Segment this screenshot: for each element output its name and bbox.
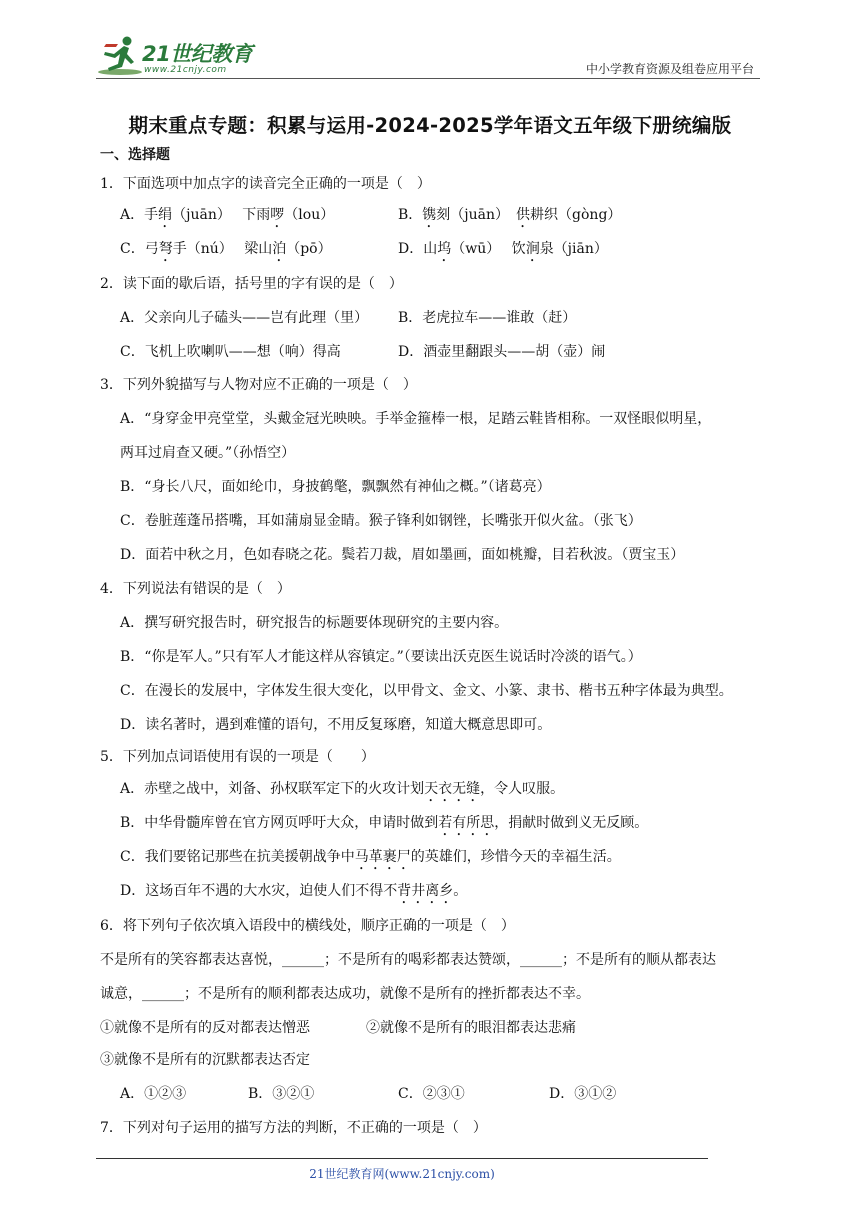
q4-option-d[interactable]: D．读名著时，遇到难懂的语句，不用反复琢磨，知道大概意思即可。 [120,717,552,733]
q5c-post: 的英雄们，珍惜今天的幸福生活。 [410,849,621,865]
q3-option-a-cont: 两耳过肩查又硬。”（孙悟空） [120,445,296,461]
page-header [96,34,760,78]
q5d-post: 。 [453,883,468,899]
q2-option-b[interactable]: B．老虎拉车——谁敢（赶） [398,310,577,326]
q1d-seg2: （wū） 饮 [451,241,526,257]
q1d-dotted-char: 坞 [437,241,452,257]
q3-option-a[interactable]: A．“身穿金甲亮堂堂，头戴金冠光映映。手举金箍棒一根，足踏云鞋皆相称。一双怪眼似明星， [120,411,712,427]
q1a-seg2: （juān） 下雨 [172,207,271,223]
q4-option-b[interactable]: B．“你是军人。”只有军人才能这样从容镇定。”（要读出沃克医生说话时冷淡的语气。） [120,649,642,665]
q6-passage-line-2: 诚意，______；不是所有的顺利都表达成功，就像不是所有的挫折都表达不幸。 [100,986,590,1002]
q6-sentence-3: ③就像不是所有的沉默都表达否定 [100,1052,310,1068]
page-title: 期末重点专题：积累与运用-2024-2025学年语文五年级下册统编版 [128,114,732,137]
q5d-dotted-term: 背井离乡 [397,883,454,899]
q4-option-c[interactable]: C．在漫长的发展中，字体发生很大变化，以甲骨文、金文、小篆、隶书、楷书五种字体最为典型。 [120,683,733,699]
q6-sentence-1: ①就像不是所有的反对都表达憎恶 [100,1020,310,1036]
q1b-dotted-char-2: 供 [516,207,531,223]
q6-option-c[interactable]: C．②③① [398,1086,465,1102]
q1b-seg2: 刻（juān） [436,207,517,223]
q3-option-d[interactable]: D．面若中秋之月，色如春晓之花。鬓若刀裁，眉如墨画，面如桃瓣，目若秋波。（贾宝玉） [120,547,685,563]
q5-option-a[interactable] [120,779,564,805]
q5c-pre: C．我们要铭记那些在抗美援朝战争中 [120,849,355,865]
header-divider [96,78,760,79]
q1a-dotted-char-2: 啰 [270,207,285,223]
q3-option-b[interactable]: B．“身长八尺，面如纶巾，身披鹤氅，飘飘然有神仙之概。”（诸葛亮） [120,479,551,495]
footer-divider [96,1158,708,1159]
q5d-pre: D．这场百年不遇的大水灾，迫使人们不得不 [120,883,398,899]
q1b-seg4: 耕织（gòng） [530,207,622,223]
q6-option-b[interactable]: B．③②① [248,1086,315,1102]
q5b-post: ，捐献时做到义无反顾。 [494,815,649,831]
q6-option-d[interactable]: D．③①② [549,1086,617,1102]
q1-option-a[interactable] [120,205,334,231]
q4-option-a[interactable]: A．撰写研究报告时，研究报告的标题要体现研究的主要内容。 [120,615,509,631]
question-3-stem: 3．下列外貌描写与人物对应不正确的一项是（ ） [100,377,417,393]
q1c-dotted-char: 弩 [158,241,173,257]
q1c-seg0: C．弓 [120,241,159,257]
q5-option-b[interactable] [120,813,648,839]
q1d-seg0: D．山 [398,241,438,257]
logo-url: www.21cnjy.com [144,65,227,75]
section-heading: 一、选择题 [100,147,170,163]
q6-sentence-2: ②就像不是所有的眼泪都表达悲痛 [366,1020,576,1036]
q5c-dotted-term: 马革裹尸 [354,849,411,865]
q6-option-a[interactable]: A．①②③ [120,1086,187,1102]
q1a-seg4: （lou） [284,207,335,223]
q1d-dotted-char-2: 涧 [525,241,540,257]
logo [96,34,296,78]
q1b-dotted-char: 镌 [422,207,437,223]
q3-option-c[interactable]: C．卷脏莲蓬吊搭嘴，耳如蒲扇显金睛。猴子锋利如钢锉，长嘴张开似火盆。（张飞） [120,513,642,529]
q5b-pre: B．中华骨髓库曾在官方网页呼吁大众，申请时做到 [120,815,439,831]
platform-tagline: 中小学教育资源及组卷应用平台 [585,62,754,76]
runner-logo-icon [96,34,144,78]
q5a-pre: A．赤壁之战中，刘备、孙权联军定下的火攻计划 [120,781,425,797]
q5a-post: ，令人叹服。 [480,781,565,797]
q1b-seg0: B． [398,207,423,223]
q1c-seg2: 手（nú） 梁山 [172,241,273,257]
q1a-seg0: A．手 [120,207,159,223]
q2-option-c[interactable]: C．飞机上吹喇叭——想（响）得高 [120,344,341,360]
q1-option-d[interactable] [398,239,608,265]
q1-option-b[interactable] [398,205,621,231]
q2-option-d[interactable]: D．酒壶里翻跟头——胡（壶）闹 [398,344,606,360]
q1-option-c[interactable] [120,239,332,265]
question-4-stem: 4．下列说法有错误的是（ ） [100,581,291,597]
q1c-dotted-char-2: 泊 [272,241,287,257]
q1c-seg4: （pō） [286,241,332,257]
q1d-seg4: 泉（jiān） [539,241,608,257]
q5-option-d[interactable] [120,881,467,907]
question-2-stem: 2．读下面的歇后语，括号里的字有误的是（ ） [100,276,403,292]
question-1-stem: 1．下面选项中加点字的读音完全正确的一项是（ ） [100,176,431,192]
question-7-stem: 7．下列对句子运用的描写方法的判断，不正确的一项是（ ） [100,1120,487,1136]
q5a-dotted-term: 天衣无缝 [424,781,481,797]
q1a-dotted-char: 绢 [158,207,173,223]
q6-passage-line-1: 不是所有的笑容都表达喜悦，______；不是所有的喝彩都表达赞颂，______；不是所有的顺从都表达 [100,952,716,968]
footer-source[interactable]: 21世纪教育网(www.21cnjy.com) [309,1167,495,1181]
q5-option-c[interactable] [120,847,621,873]
q5b-dotted-term: 若有所思 [438,815,495,831]
question-6-stem: 6．将下列句子依次填入语段中的横线处，顺序正确的一项是（ ） [100,918,515,934]
logo-text: 21世纪教育 [142,42,253,66]
q2-option-a[interactable]: A．父亲向儿子磕头——岂有此理（里） [120,310,369,326]
question-5-stem: 5．下列加点词语使用有误的一项是（ ） [100,749,375,765]
